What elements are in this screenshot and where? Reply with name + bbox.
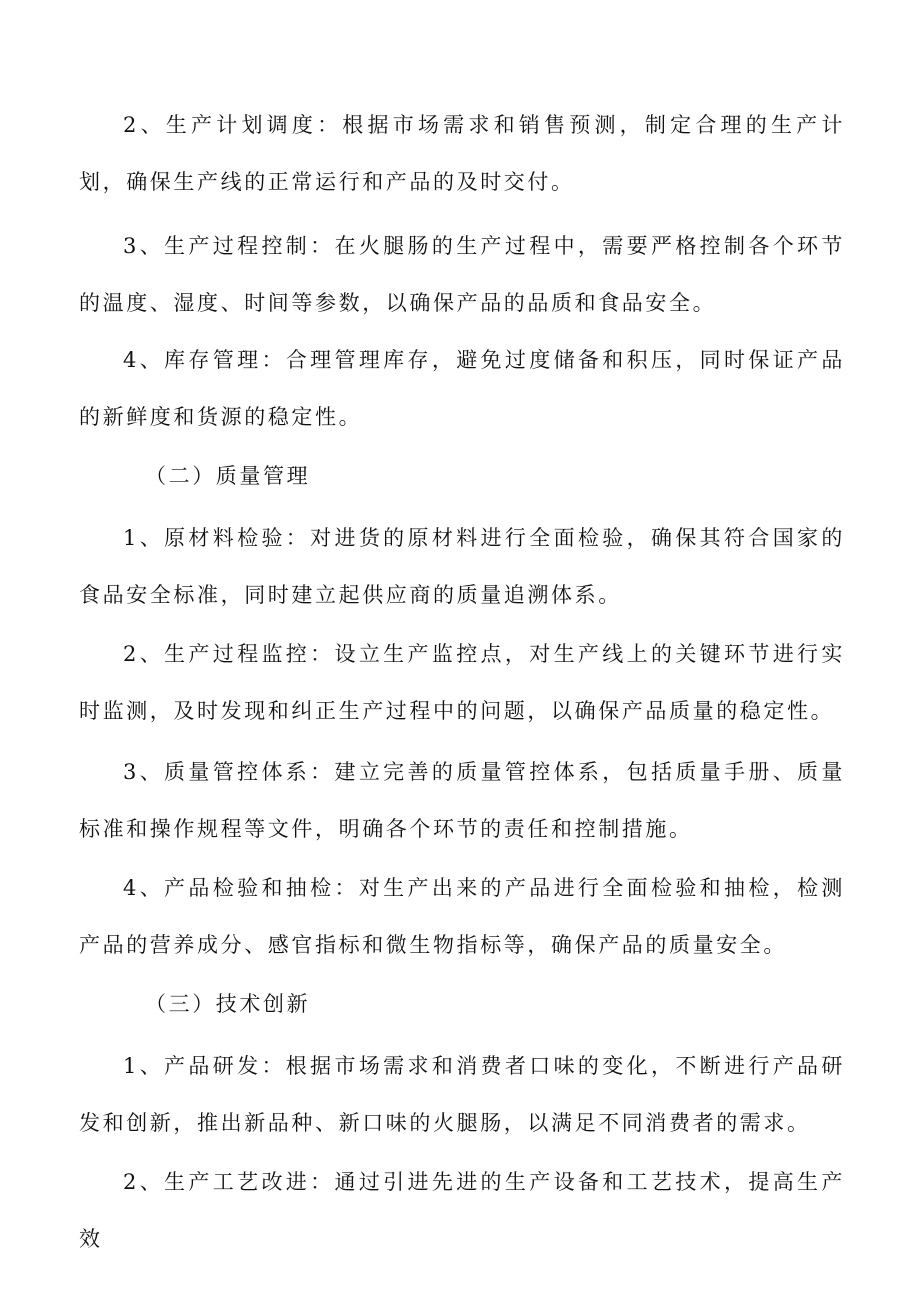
section-heading-technical-innovation: （三）技术创新: [145, 992, 311, 1016]
paragraph-product-inspection: 4、产品检验和抽检：对生产出来的产品进行全面检验和抽检，检测产品的营养成分、感官指标和微生物指标等，确保产品的质量安全。: [79, 876, 845, 957]
paragraph-inventory-management: 4、库存管理：合理管理库存，避免过度储备和积压，同时保证产品的新鲜度和货源的稳定性。: [79, 348, 845, 429]
paragraph-process-control: 3、生产过程控制：在火腿肠的生产过程中，需要严格控制各个环节的温度、湿度、时间等参数，以确保产品的品质和食品安全。: [79, 234, 845, 315]
paragraph-process-improvement: 2、生产工艺改进：通过引进先进的生产设备和工艺技术，提高生产效: [79, 1170, 845, 1251]
section-heading-quality-management: （二）质量管理: [145, 464, 311, 488]
paragraph-production-scheduling: 2、生产计划调度：根据市场需求和销售预测，制定合理的生产计划，确保生产线的正常运行和产品的及时交付。: [79, 113, 845, 194]
paragraph-raw-material-inspection: 1、原材料检验：对进货的原材料进行全面检验，确保其符合国家的食品安全标准，同时建立起供应商的质量追溯体系。: [79, 526, 845, 607]
paragraph-quality-control-system: 3、质量管控体系：建立完善的质量管控体系，包括质量手册、质量标准和操作规程等文件，明确各个环节的责任和控制措施。: [79, 760, 845, 841]
paragraph-product-rd: 1、产品研发：根据市场需求和消费者口味的变化，不断进行产品研发和创新，推出新品种、新口味的火腿肠，以满足不同消费者的需求。: [79, 1054, 845, 1135]
paragraph-process-monitoring: 2、生产过程监控：设立生产监控点，对生产线上的关键环节进行实时监测，及时发现和纠正生产过程中的问题，以确保产品质量的稳定性。: [79, 642, 845, 723]
